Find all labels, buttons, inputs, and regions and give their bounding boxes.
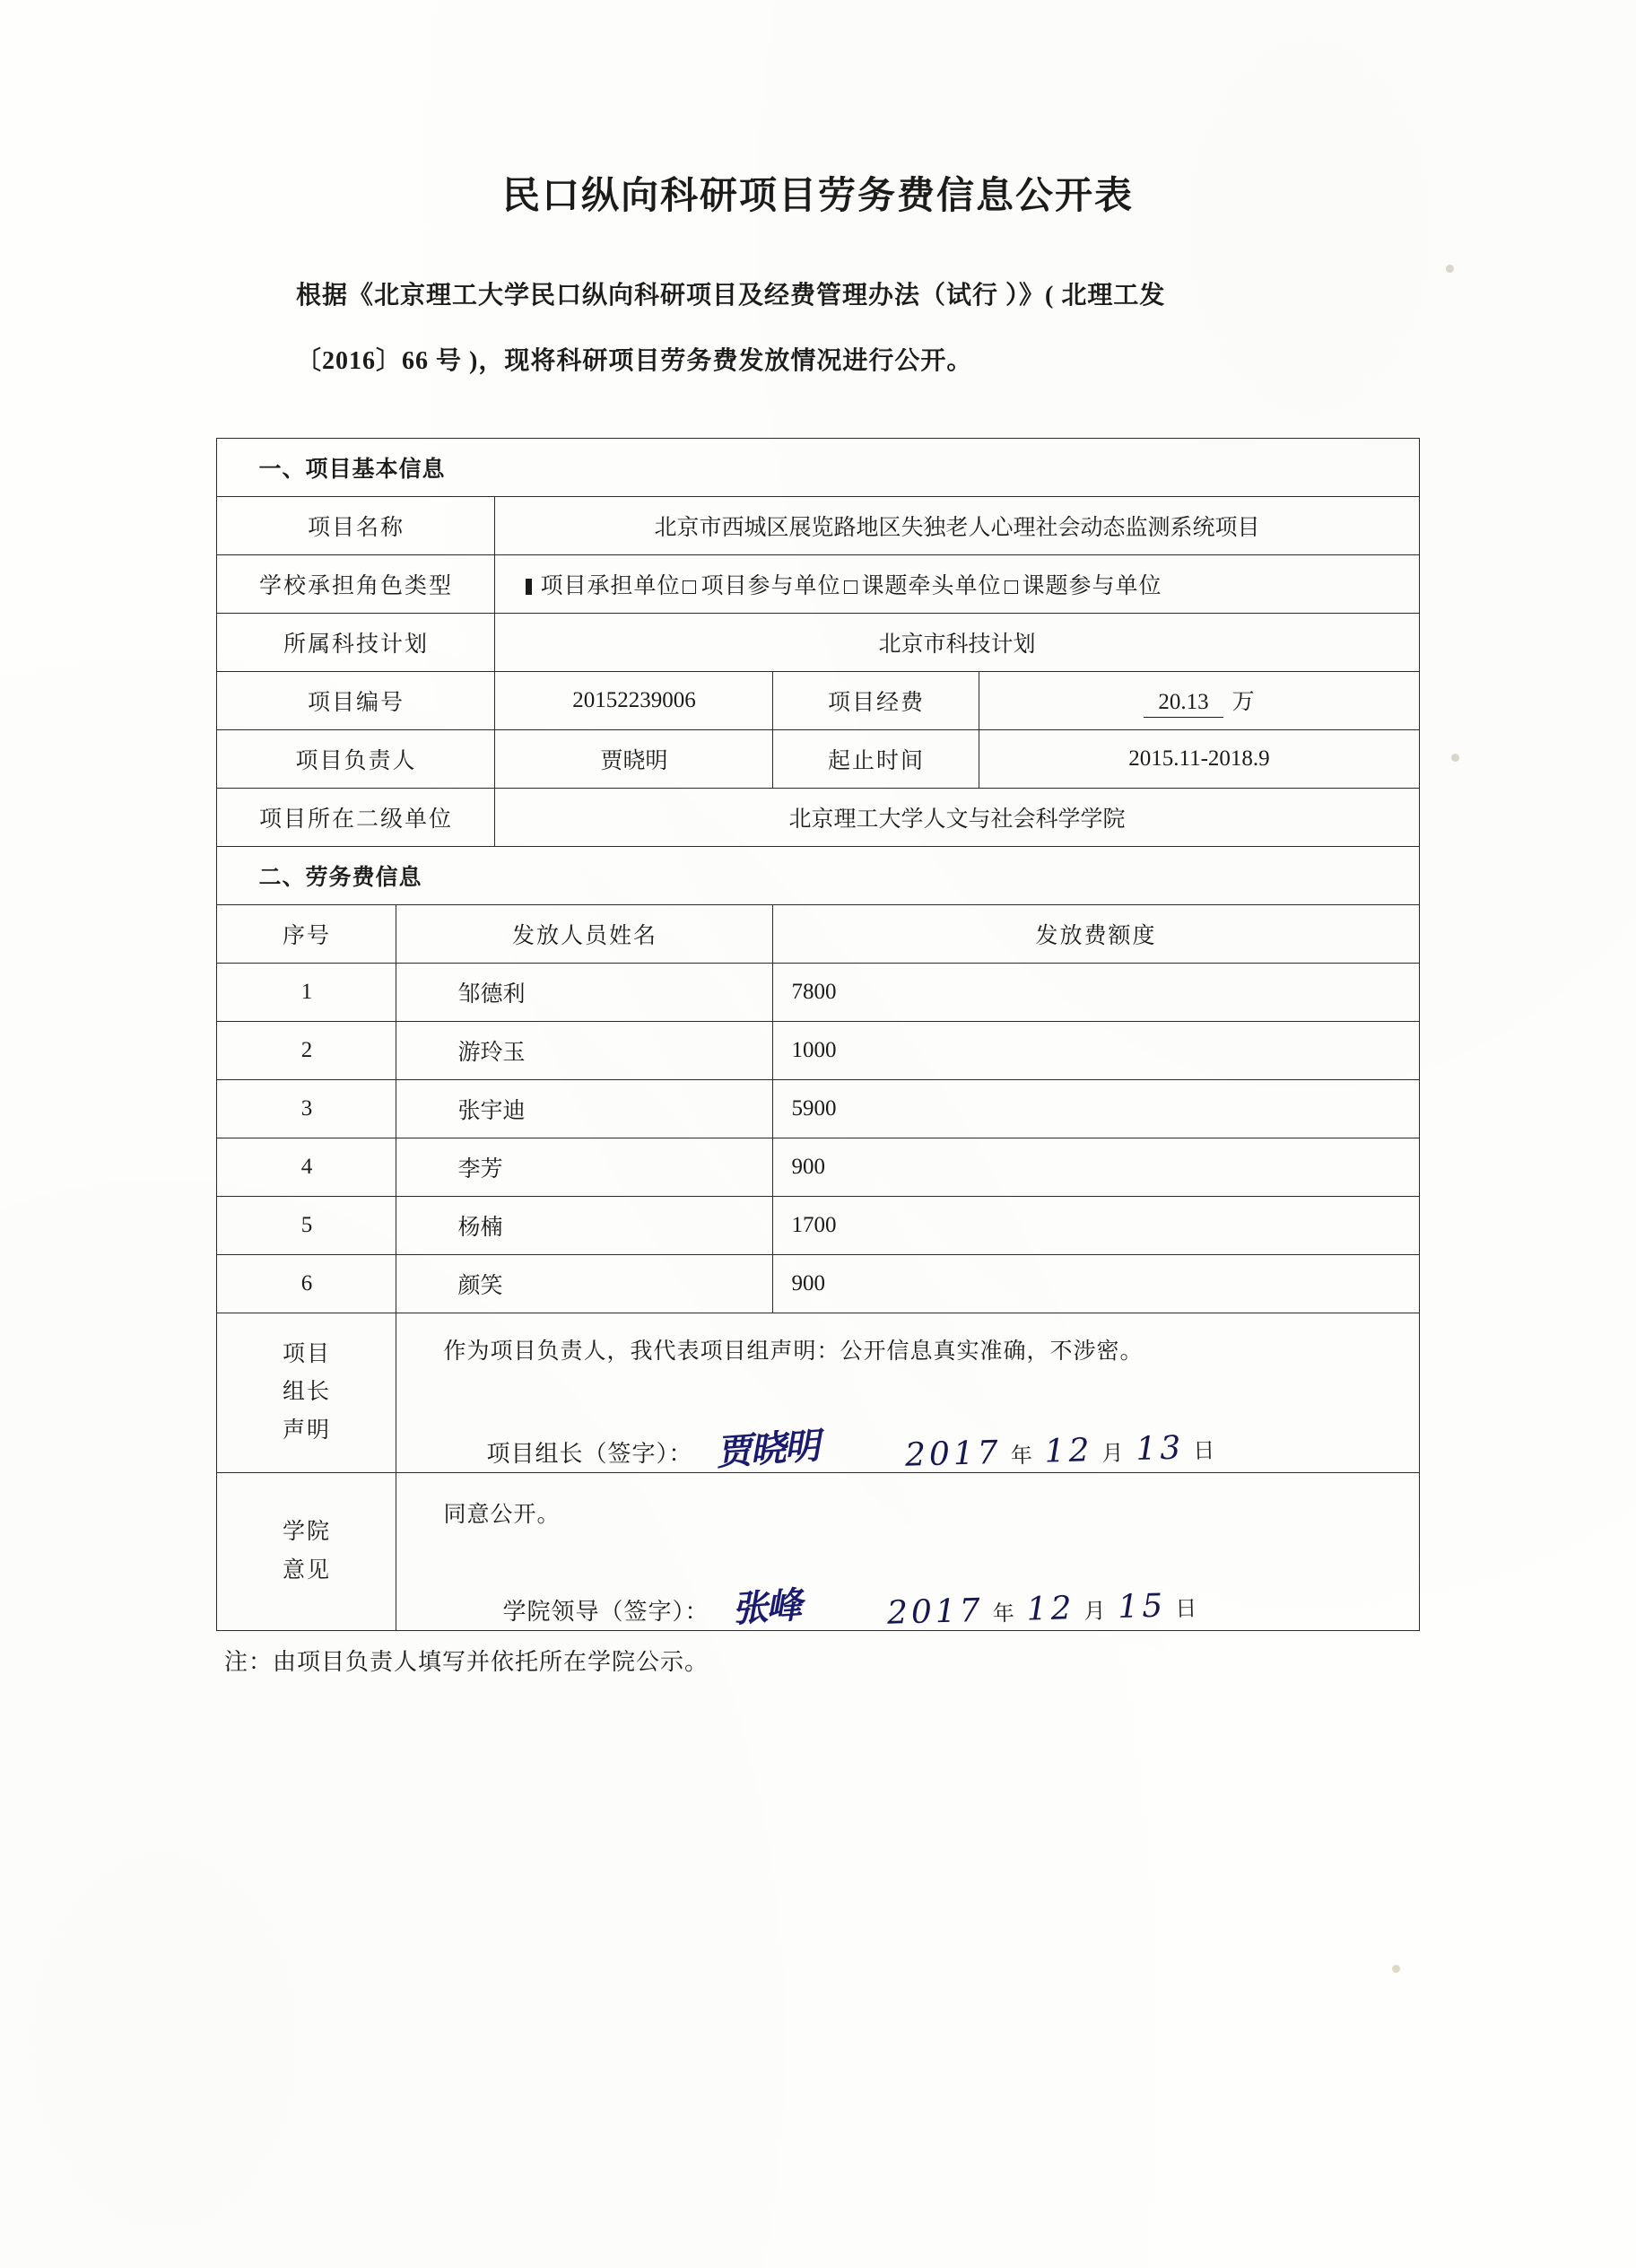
college-sign-date — [887, 1586, 1210, 1631]
year-unit: 年 — [992, 1602, 1019, 1627]
role-option-2: 课题牵头单位 — [861, 574, 1002, 599]
row-second-level-unit — [217, 789, 1419, 847]
project-leader-label: 项目负责人 — [217, 730, 495, 789]
leader-statement-label-line2: 组长 — [282, 1380, 331, 1405]
project-name-label: 项目名称 — [217, 497, 495, 555]
project-name-value: 北京市西城区展览路地区失独老人心理社会动态监测系统项目 — [495, 497, 1419, 555]
row-project-number — [217, 672, 1419, 730]
page-smudge — [1446, 265, 1454, 273]
intro-line-1: 根据《北京理工大学民口纵向科研项目及经费管理办法（试行 ）》( 北理工发 — [296, 282, 1166, 310]
role-option-0: 项目承担单位 — [540, 574, 681, 599]
role-option-3: 课题参与单位 — [1022, 574, 1162, 599]
leader-statement-row — [217, 1313, 1419, 1473]
table-row — [217, 964, 1419, 1022]
checkbox-checked-icon[interactable] — [526, 579, 532, 595]
second-level-unit-label: 项目所在二级单位 — [217, 789, 495, 847]
tech-plan-value: 北京市科技计划 — [495, 614, 1419, 672]
checkbox-empty-icon[interactable] — [844, 580, 857, 594]
month-unit: 月 — [1101, 1442, 1128, 1467]
college-opinion-label-line2: 意见 — [282, 1557, 331, 1583]
leader-date-month: 12 — [1044, 1432, 1094, 1470]
college-signature: 张峰 — [730, 1583, 802, 1631]
row-project-leader — [217, 730, 1419, 789]
table-row — [217, 1197, 1419, 1255]
day-unit: 日 — [1175, 1597, 1202, 1622]
role-type-label: 学校承担角色类型 — [217, 555, 495, 614]
section1-heading: 一、项目基本信息 — [217, 439, 1419, 497]
row-amount: 1000 — [773, 1022, 1419, 1080]
page-smudge — [1451, 754, 1459, 762]
section2-heading: 二、劳务费信息 — [217, 847, 1419, 905]
month-unit: 月 — [1083, 1600, 1110, 1625]
row-name: 张宇迪 — [396, 1080, 773, 1138]
row-name: 李芳 — [396, 1138, 773, 1197]
page-smudge — [1392, 1965, 1400, 1973]
row-no: 5 — [217, 1197, 396, 1255]
intro-paragraph — [296, 272, 1340, 386]
leader-statement-body — [396, 1313, 1419, 1473]
row-name: 颜笑 — [396, 1255, 773, 1313]
leader-date-day: 13 — [1136, 1429, 1186, 1469]
row-role-type — [217, 555, 1419, 614]
leader-signature: 贾晓明 — [714, 1425, 820, 1475]
role-type-options — [495, 555, 1419, 614]
period-label: 起止时间 — [773, 730, 979, 789]
table-row — [217, 1255, 1419, 1313]
checkbox-empty-icon[interactable] — [683, 580, 696, 594]
college-date-year: 2017 — [887, 1592, 985, 1632]
column-header-no: 序号 — [217, 905, 396, 964]
section1-heading-row — [217, 439, 1419, 497]
period-value: 2015.11-2018.9 — [979, 730, 1419, 789]
leader-signature-line — [443, 1421, 1418, 1475]
footer-note: 注：由项目负责人填写并依托所在学院公示。 — [224, 1649, 709, 1676]
day-unit: 日 — [1193, 1439, 1220, 1464]
funding-unit: 万 — [1231, 690, 1255, 715]
row-name: 游玲玉 — [396, 1022, 773, 1080]
college-opinion-label-line1: 学院 — [282, 1520, 331, 1545]
row-amount: 7800 — [773, 964, 1419, 1022]
leader-sign-label: 项目组长（签字）： — [486, 1441, 693, 1468]
page-title: 民口纵向科研项目劳务费信息公开表 — [501, 176, 1134, 217]
leader-date-year: 2017 — [905, 1435, 1003, 1474]
tech-plan-label: 所属科技计划 — [217, 614, 495, 672]
row-amount: 900 — [773, 1138, 1419, 1197]
college-date-day: 15 — [1118, 1587, 1168, 1627]
row-name: 杨楠 — [396, 1197, 773, 1255]
leader-sign-date — [905, 1428, 1228, 1473]
labor-table-header-row — [217, 905, 1419, 964]
table-row — [217, 1022, 1419, 1080]
disclosure-form-table — [216, 438, 1419, 1631]
college-sign-label: 学院领导（签字）： — [502, 1599, 709, 1626]
college-opinion-row — [217, 1473, 1419, 1631]
leader-statement-label-line3: 声明 — [282, 1418, 331, 1443]
row-no: 4 — [217, 1138, 396, 1197]
leader-statement-label — [217, 1313, 396, 1473]
leader-statement-text: 作为项目负责人，我代表项目组声明：公开信息真实准确，不涉密。 — [443, 1339, 1144, 1365]
funding-value: 20.13 — [1144, 690, 1223, 718]
second-level-unit-value: 北京理工大学人文与社会科学学院 — [495, 789, 1419, 847]
college-opinion-label — [217, 1473, 396, 1631]
college-date-month: 12 — [1026, 1590, 1076, 1628]
column-header-amount: 发放费额度 — [773, 905, 1419, 964]
intro-line-2: 〔2016〕66 号 )，现将科研项目劳务费发放情况进行公开。 — [296, 346, 973, 375]
section2-heading-row — [217, 847, 1419, 905]
row-amount: 1700 — [773, 1197, 1419, 1255]
year-unit: 年 — [1010, 1444, 1037, 1469]
row-amount: 5900 — [773, 1080, 1419, 1138]
funding-label: 项目经费 — [773, 672, 979, 730]
funding-cell — [979, 672, 1419, 730]
project-leader-value: 贾晓明 — [495, 730, 773, 789]
college-signature-line — [443, 1579, 1418, 1630]
leader-statement-label-line1: 项目 — [282, 1341, 331, 1366]
college-opinion-text: 同意公开。 — [443, 1503, 561, 1528]
row-no: 3 — [217, 1080, 396, 1138]
checkbox-empty-icon[interactable] — [1005, 580, 1018, 594]
row-no: 1 — [217, 964, 396, 1022]
row-name: 邹德利 — [396, 964, 773, 1022]
row-no: 2 — [217, 1022, 396, 1080]
row-project-name — [217, 497, 1419, 555]
project-number-value: 20152239006 — [495, 672, 773, 730]
table-row — [217, 1080, 1419, 1138]
column-header-name: 发放人员姓名 — [396, 905, 773, 964]
project-number-label: 项目编号 — [217, 672, 495, 730]
table-row — [217, 1138, 1419, 1197]
row-no: 6 — [217, 1255, 396, 1313]
row-amount: 900 — [773, 1255, 1419, 1313]
college-opinion-body — [396, 1473, 1419, 1631]
row-tech-plan — [217, 614, 1419, 672]
role-option-1: 项目参与单位 — [701, 574, 841, 599]
